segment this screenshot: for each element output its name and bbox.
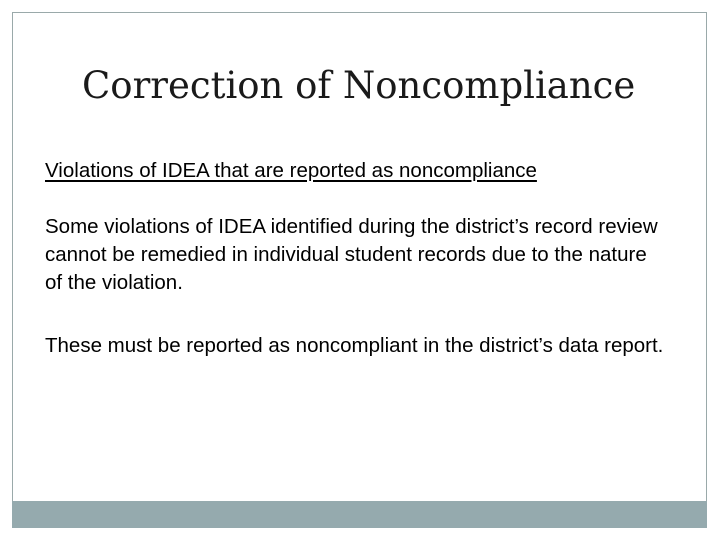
body-paragraph-1: Some violations of IDEA identified during the district’s record review cannot be remedied in individual student records due to the nature of the violation. [45,215,658,294]
footer-band [12,501,707,528]
slide-subheading: Violations of IDEA that are reported as noncompliance [45,159,537,182]
body-paragraph-2: These must be reported as noncompliant in the district’s data report. [45,334,664,357]
slide-title: Correction of Noncompliance [82,64,636,107]
